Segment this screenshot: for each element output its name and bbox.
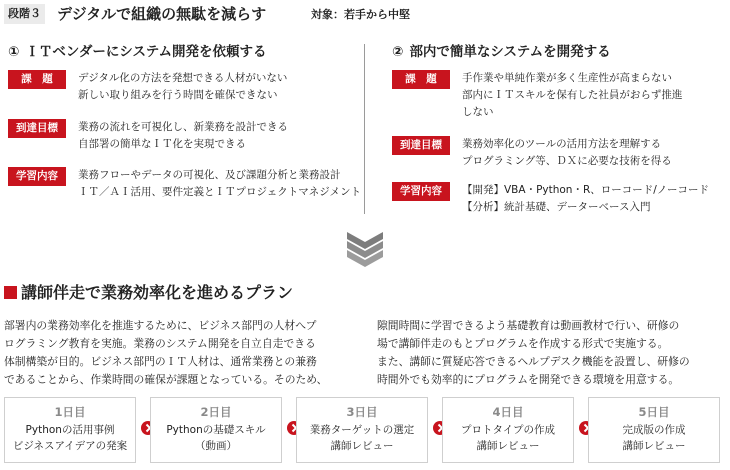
step-day-4 bbox=[442, 397, 574, 463]
paragraph-line: 場で講師伴走のもとプログラムを作成する形式で実施する。 bbox=[377, 337, 669, 350]
page-title: デジタルで組織の無駄を減らす bbox=[57, 5, 267, 23]
step-day-3 bbox=[296, 397, 428, 463]
paragraph-line: 時間外でも効率的にプログラムを開発できる環境を用意する。 bbox=[377, 373, 680, 386]
step-day-2 bbox=[150, 397, 282, 463]
goal-tag: 到達目標 bbox=[8, 119, 66, 138]
paragraph-line: 部署内の業務効率化を推進するために、ビジネス部門の人材へプ bbox=[4, 319, 317, 332]
step-day-label: 5日目 bbox=[638, 405, 670, 419]
page-header bbox=[0, 0, 730, 30]
text-line: プログラミング等、ＤＸに必要な技術を得る bbox=[462, 155, 672, 167]
step-description: 業務ターゲットの選定 bbox=[309, 424, 415, 436]
plan-description-right bbox=[377, 317, 729, 389]
step-day-1 bbox=[4, 397, 136, 463]
goal-text bbox=[462, 136, 672, 170]
text-line: デジタル化の方法を発想できる人材がいない bbox=[78, 72, 288, 84]
paragraph-line: 隙間時間に学習できるよう基礎教育は動画教材で行い、研修の bbox=[377, 319, 680, 332]
square-bullet-icon bbox=[4, 286, 17, 299]
text-line: 自部署の簡単なＩＴ化を実現できる bbox=[78, 138, 246, 150]
plan-title bbox=[4, 281, 293, 305]
step-description: Pythonの活用事例 bbox=[25, 424, 115, 436]
option-1-heading bbox=[8, 42, 353, 62]
step-day-label: 4日目 bbox=[492, 405, 524, 419]
option-2-issue-row bbox=[392, 70, 682, 121]
text-line: 部内にＩＴスキルを保有した社員がおらず推進 bbox=[462, 89, 683, 101]
step-day-label: 2日目 bbox=[200, 405, 232, 419]
stage-badge: 段階３ bbox=[4, 4, 45, 24]
chevron-down-icon bbox=[343, 230, 387, 270]
step-description: 講師レビュー bbox=[330, 440, 394, 452]
option-1-column bbox=[8, 42, 361, 198]
option-2-number: ② bbox=[392, 44, 404, 60]
schedule-steps bbox=[4, 397, 726, 463]
paragraph-line: であることから、作業時間の確保が課題となっている。そのため、 bbox=[4, 373, 328, 386]
option-2-title: 部内で簡単なシステムを開発する bbox=[409, 44, 611, 60]
option-1-title: ＩＴベンダーにシステム開発を依頼する bbox=[25, 44, 267, 60]
step-day-5 bbox=[588, 397, 720, 463]
content-text bbox=[462, 182, 709, 216]
column-divider bbox=[364, 44, 365, 214]
goal-text bbox=[78, 119, 288, 153]
step-description: 完成版の作成 bbox=[622, 424, 686, 436]
content-tag: 学習内容 bbox=[8, 167, 66, 186]
option-2-content-row bbox=[392, 182, 709, 216]
issue-text bbox=[462, 70, 682, 121]
paragraph-line: ログラミング教育を実施。業務のシステム開発を自立自走できる bbox=[4, 337, 316, 350]
option-1-issue-row bbox=[8, 70, 287, 104]
text-line: 業務の流れを可視化し、新業務を設計できる bbox=[78, 121, 288, 133]
text-line: 手作業や単純作業が多く生産性が高まらない bbox=[462, 72, 672, 84]
text-line: 業務フローやデータの可視化、及び課題分析と業務設計 bbox=[78, 169, 341, 181]
step-description: ビジネスアイデアの発案 bbox=[12, 440, 128, 452]
paragraph-line: また、講師に質疑応答できるヘルプデスク機能を設置し、研修の bbox=[377, 355, 690, 368]
option-2-goal-row bbox=[392, 136, 672, 170]
plan-title-text: 講師伴走で業務効率化を進めるプラン bbox=[21, 283, 294, 302]
issue-tag: 課 題 bbox=[392, 70, 450, 89]
option-1-content-row bbox=[8, 167, 361, 201]
text-line: 業務効率化のツールの活用方法を理解する bbox=[462, 138, 662, 150]
step-description: （動画） bbox=[195, 440, 237, 452]
option-1-number: ① bbox=[8, 44, 20, 60]
issue-tag: 課 題 bbox=[8, 70, 66, 89]
plan-description-left bbox=[4, 317, 364, 389]
option-2-heading bbox=[392, 42, 727, 62]
step-description: Pythonの基礎スキル bbox=[166, 424, 266, 436]
option-1-goal-row bbox=[8, 119, 288, 153]
option-2-column bbox=[392, 42, 727, 213]
step-description: 講師レビュー bbox=[476, 440, 540, 452]
text-line: 【分析】統計基礎、データーベース入門 bbox=[462, 201, 651, 213]
paragraph-line: 体制構築が目的。ビジネス部門のＩＴ人材は、通常業務との兼務 bbox=[4, 355, 317, 368]
text-line: ＩＴ／ＡＩ活用、要件定義とＩＴプロジェクトマネジメント bbox=[78, 186, 361, 198]
text-line: しない bbox=[462, 106, 494, 118]
target-audience: 対象：若手から中堅 bbox=[311, 8, 410, 21]
content-text bbox=[78, 167, 361, 201]
step-day-label: 3日目 bbox=[346, 405, 378, 419]
issue-text bbox=[78, 70, 287, 104]
step-description: 講師レビュー bbox=[622, 440, 686, 452]
goal-tag: 到達目標 bbox=[392, 136, 450, 155]
step-day-label: 1日目 bbox=[54, 405, 86, 419]
content-tag: 学習内容 bbox=[392, 182, 450, 201]
text-line: 新しい取り組みを行う時間を確保できない bbox=[78, 89, 278, 101]
step-description: プロトタイプの作成 bbox=[461, 424, 555, 436]
text-line: 【開発】VBA・Python・R、ローコード/ノーコード bbox=[462, 184, 709, 196]
